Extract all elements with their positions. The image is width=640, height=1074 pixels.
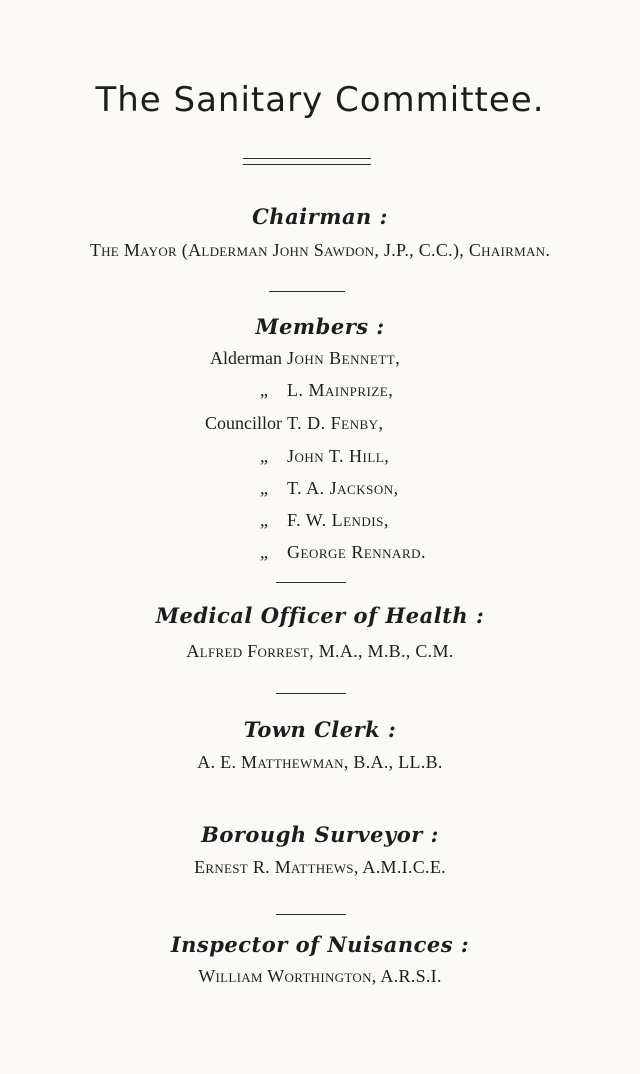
divider-2 [276,582,346,583]
borough-surveyor-line: Ernest R. Matthews, A.M.I.C.E. [194,857,446,877]
member-name: F. W. Lendis, [287,510,389,530]
inspector-heading: Inspector of Nuisances : [170,932,470,957]
borough-surveyor-heading: Borough Surveyor : [201,822,439,847]
member-name: L. Mainprize, [287,380,394,400]
title-rule-top [243,158,371,159]
member-name: T. A. Jackson, [287,478,399,498]
medical-officer-line: Alfred Forrest, M.A., M.B., C.M. [186,641,454,661]
ditto-mark: „ [260,510,268,530]
inspector-line: William Worthington, A.R.S.I. [198,966,442,986]
member-name: T. D. Fenby, [287,413,384,433]
divider-1 [269,291,345,292]
member-name: George Rennard. [287,542,426,562]
ditto-mark: „ [260,478,268,498]
members-heading: Members : [255,314,385,339]
member-lead: Alderman [210,348,282,368]
chairman-line: The Mayor (Alderman John Sawdon, J.P., C.C.), Chairman. [89,240,551,260]
title-rule-bottom [243,164,371,165]
town-clerk-heading: Town Clerk : [243,717,397,742]
divider-3 [276,693,346,694]
ditto-mark: „ [260,380,268,400]
chairman-heading: Chairman : [252,204,388,229]
medical-officer-heading: Medical Officer of Health : [155,603,485,628]
member-name: John Bennett, [287,348,401,368]
town-clerk-line: A. E. Matthewman, B.A., LL.B. [197,752,443,772]
member-name: John T. Hill, [287,446,390,466]
member-lead: Councillor [205,413,282,433]
ditto-mark: „ [260,542,268,562]
ditto-mark: „ [260,446,268,466]
divider-4 [276,914,346,915]
page-title: The Sanitary Committee. [95,80,545,120]
